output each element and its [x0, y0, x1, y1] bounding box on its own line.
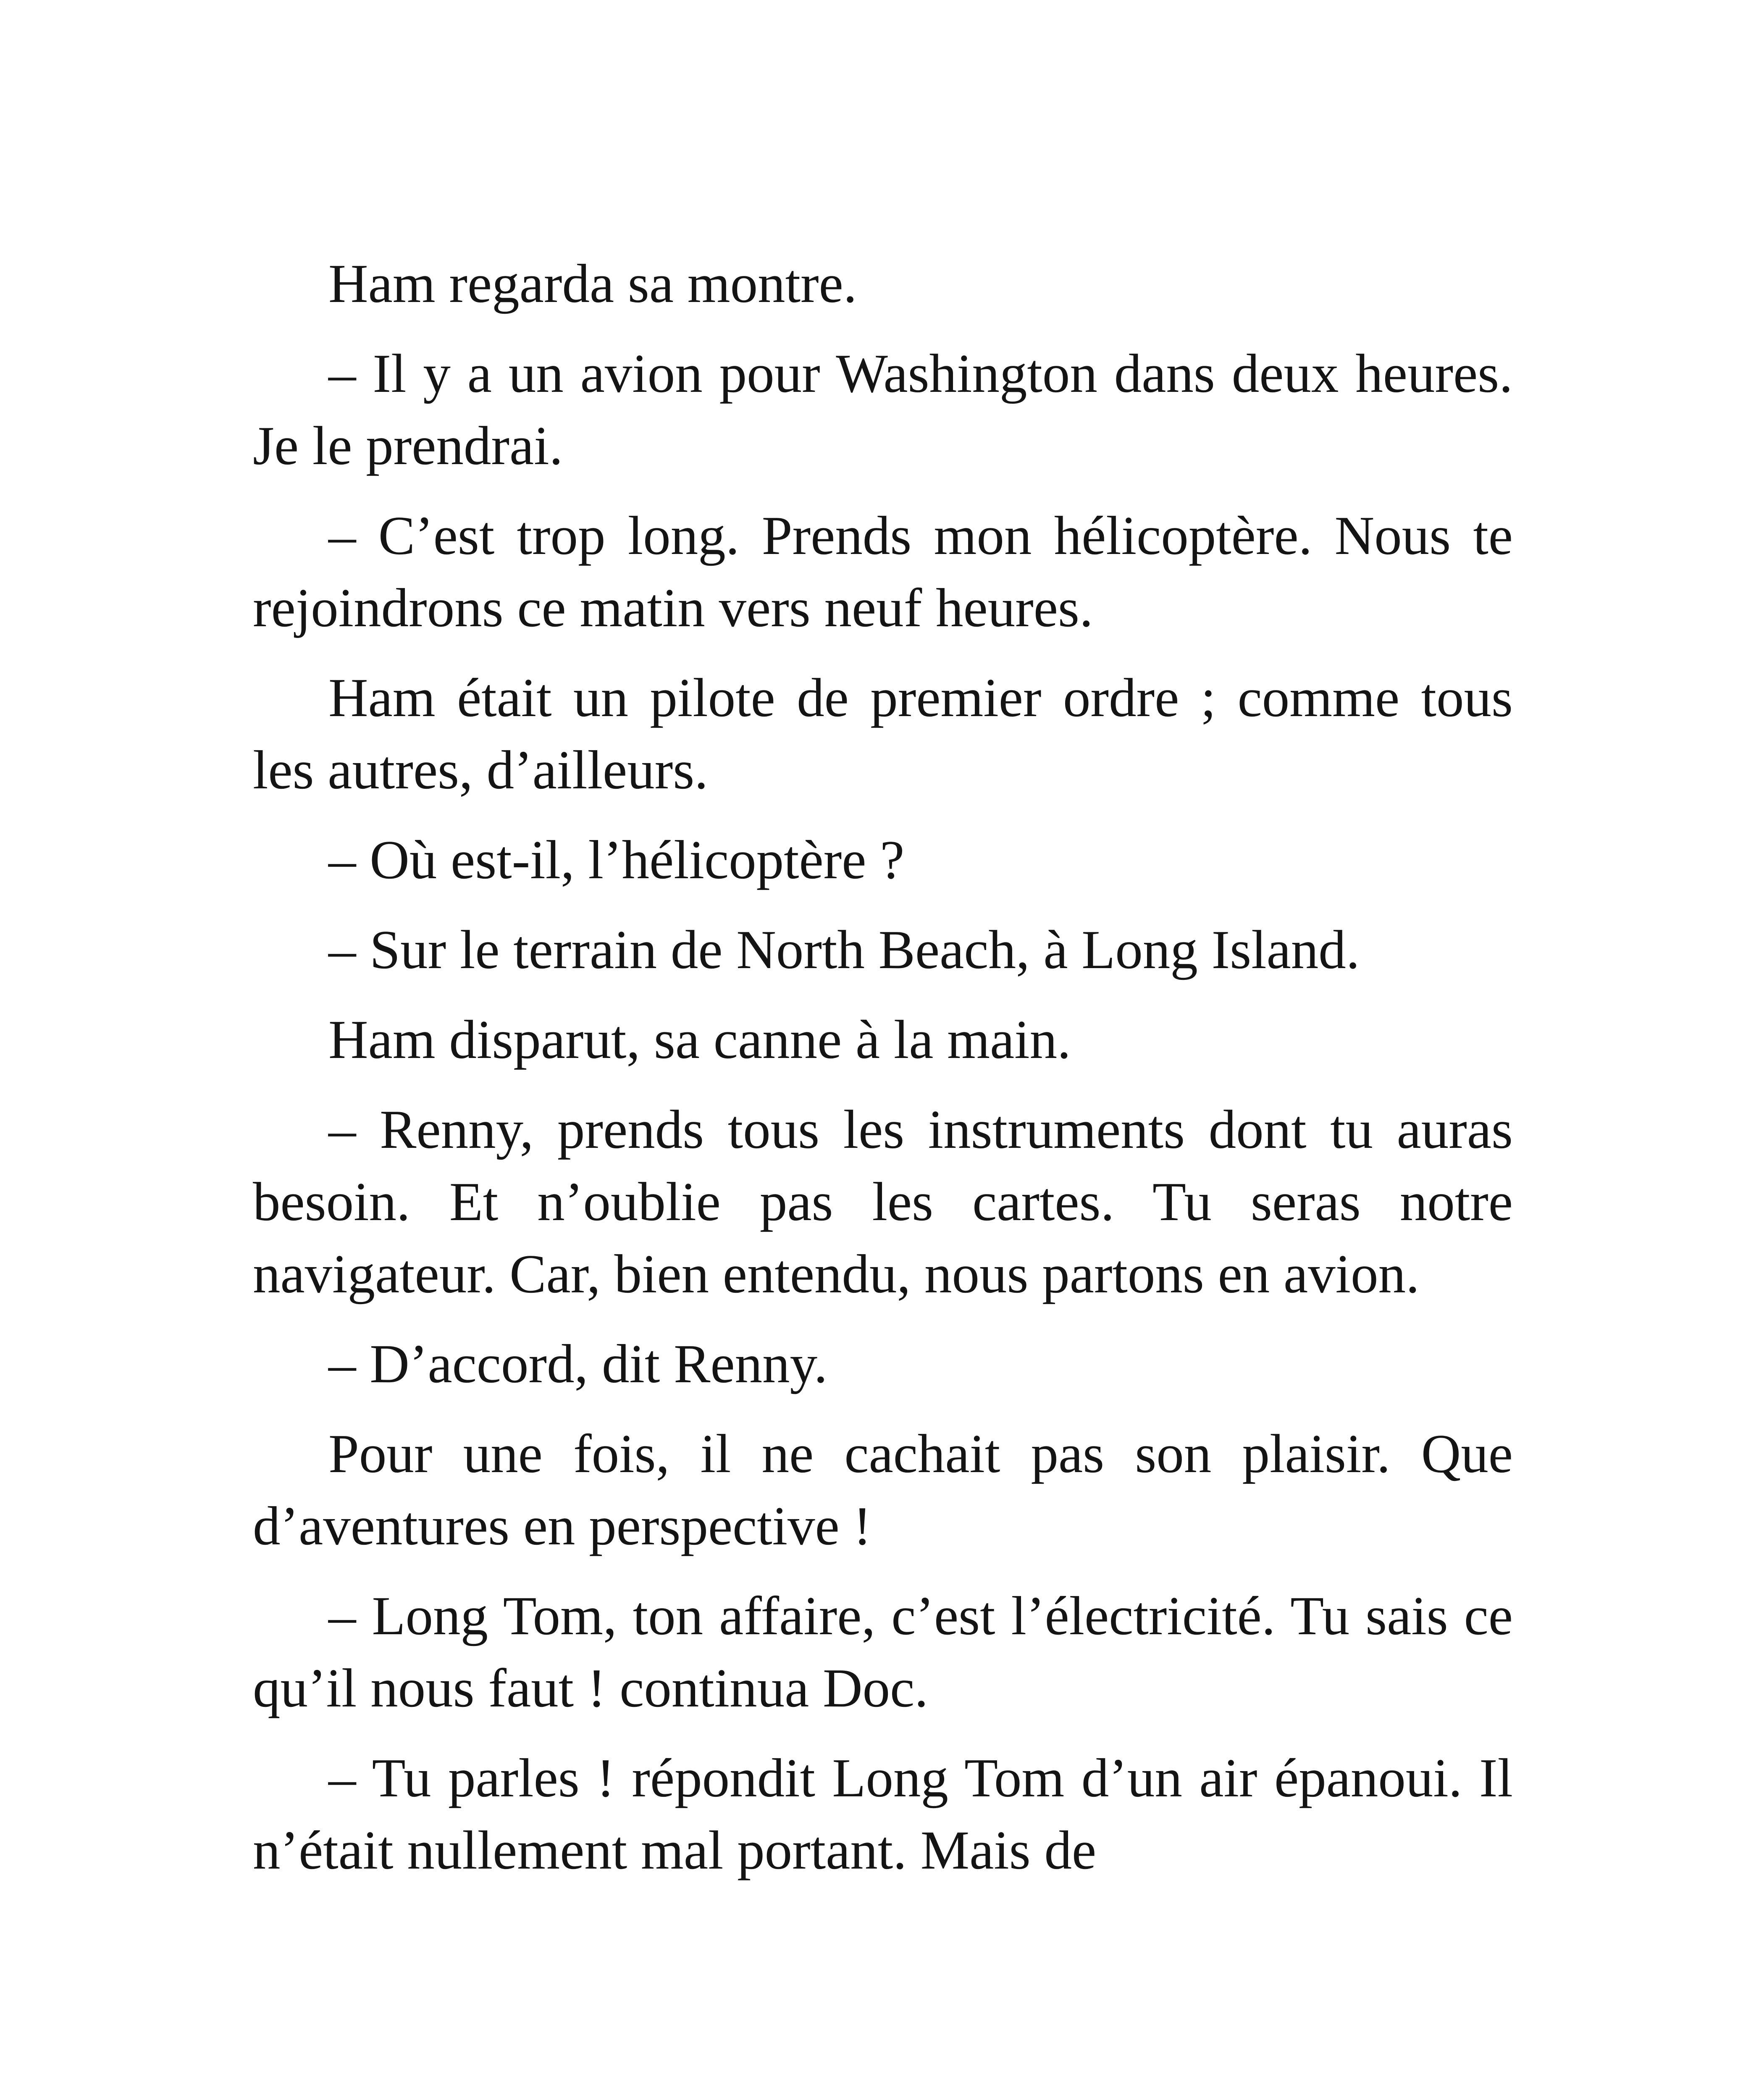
paragraph-9: – D’accord, dit Renny. [328, 1334, 828, 1394]
paragraph-5: – Où est-il, l’hélicoptère ? [328, 830, 905, 890]
body-text [253, 248, 1513, 1904]
paragraph-8: – Renny, prends tous les instruments dont tu auras besoin. Et n’oublie pas les cartes. Tu seras notre navigateur. Car, bien entendu, nous partons en avion. [253, 1099, 1513, 1305]
paragraph-2: – Il y a un avion pour Washington dans deux heures. Je le prendrai. [253, 343, 1513, 476]
paragraph-7: Ham disparut, sa canne à la main. [328, 1009, 1071, 1070]
paragraph-3: – C’est trop long. Prends mon hélicoptère. Nous te rejoindrons ce matin vers neuf heures. [253, 505, 1513, 638]
paragraph-12: – Tu parles ! répondit Long Tom d’un air épanoui. Il n’était nullement mal portant. Mais de [253, 1748, 1513, 1881]
paragraph-4: Ham était un pilote de premier ordre ; comme tous les autres, d’ailleurs. [253, 667, 1513, 801]
paragraph-11: – Long Tom, ton affaire, c’est l’électricité. Tu sais ce qu’il nous faut ! continua Doc. [253, 1586, 1513, 1719]
paragraph-1: Ham regarda sa montre. [328, 253, 857, 314]
paragraph-6: – Sur le terrain de North Beach, à Long Island. [328, 919, 1360, 980]
paragraph-10: Pour une fois, il ne cachait pas son plaisir. Que d’aventures en perspective ! [253, 1423, 1513, 1557]
